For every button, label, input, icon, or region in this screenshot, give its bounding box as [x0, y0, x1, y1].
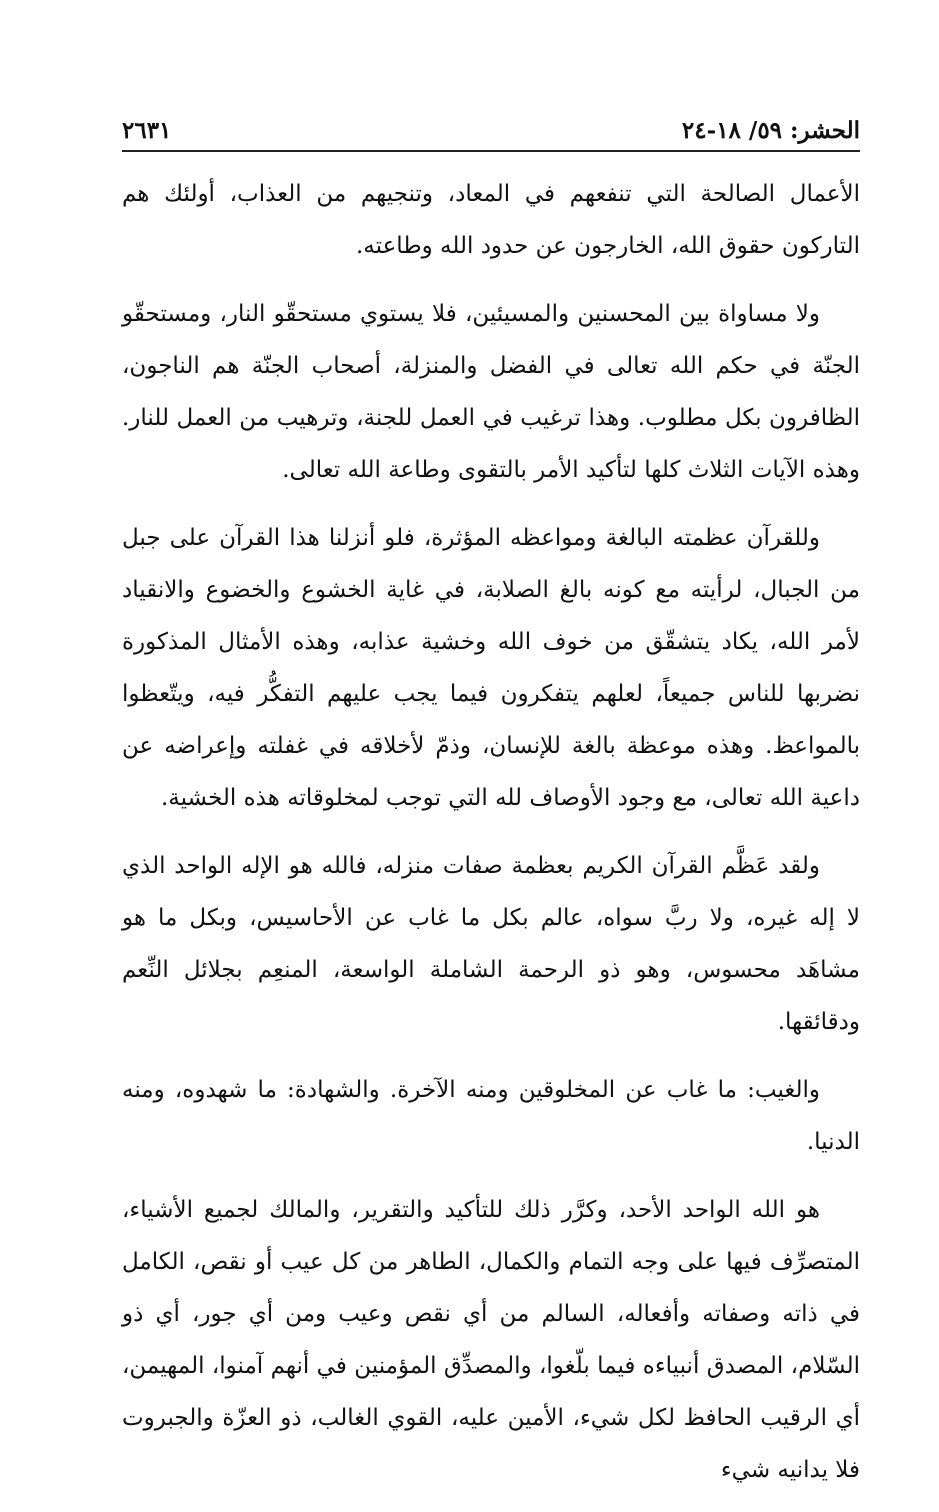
paragraph: وللقرآن عظمته البالغة ومواعظه المؤثرة، فلو أنزلنا هذا القرآن على جبل من الجبال، لرأيته مع كونه بالغ الصلابة، في غاية الخشوع والخضوع والانقياد لأمر الله، يكاد يتشقّق من خوف الله وخشية عذابه، وهذه الأمثال المذكورة نضربها للناس جميعاً، لعلهم يتفكرون فيما يجب عليهم التفكُّر فيه، ويتّعظوا بالمواعظ. وهذه موعظة بالغة للإنسان، وذمّ لأخلاقه في غفلته وإعراضه عن داعية الله تعالى، مع وجود الأوصاف لله التي توجب لمخلوقاته هذه الخشية.	[122, 525, 860, 811]
paragraph: ولقد عَظَّم القرآن الكريم بعظمة صفات منزله، فالله هو الإله الواحد الذي لا إله غيره، ولا ربَّ سواه، عالم بكل ما غاب عن الأحاسيس، وبكل ما هو مشاهَد محسوس، وهو ذو الرحمة الشاملة الواسعة، المنعِم بجلائل النِّعم ودقائقها.	[122, 853, 860, 1035]
page-header	[122, 108, 860, 152]
paragraph: ولا مساواة بين المحسنين والمسيئين، فلا يستوي مستحقّو النار، ومستحقّو الجنّة في حكم الله تعالى في الفضل والمنزلة، أصحاب الجنّة هم الناجون، الظافرون بكل مطلوب. وهذا ترغيب في العمل للجنة، وترهيب من العمل للنار. وهذه الآيات الثلاث كلها لتأكيد الأمر بالتقوى وطاعة الله تعالى.	[122, 301, 860, 483]
running-header-title: الحشر: ٥٩/ ١٨-٢٤	[681, 117, 860, 144]
body-text	[122, 168, 860, 1512]
page-number: ٢٦٣١	[122, 117, 172, 144]
paragraph: الأعمال الصالحة التي تنفعهم في المعاد، وتنجيهم من العذاب، أولئك هم التاركون حقوق الله، الخارجون عن حدود الله وطاعته.	[122, 181, 860, 259]
paragraph: هو الله الواحد الأحد، وكرَّر ذلك للتأكيد والتقرير، والمالك لجميع الأشياء، المتصرِّف فيها على وجه التمام والكمال، الطاهر من كل عيب أو نقص، الكامل في ذاته وصفاته وأفعاله، السالم من أي نقص وعيب ومن أي جور، أي ذو السّلام، المصدق أنبياءه فيما بلّغوا، والمصدِّق المؤمنين في أنهم آمنوا، المهيمن، أي الرقيب الحافظ لكل شيء، الأمين عليه، القوي الغالب، ذو العزّة والجبروت فلا يدانيه شيء	[122, 1197, 860, 1483]
paragraph: والغيب: ما غاب عن المخلوقين ومنه الآخرة. والشهادة: ما شهدوه، ومنه الدنيا.	[122, 1077, 860, 1155]
